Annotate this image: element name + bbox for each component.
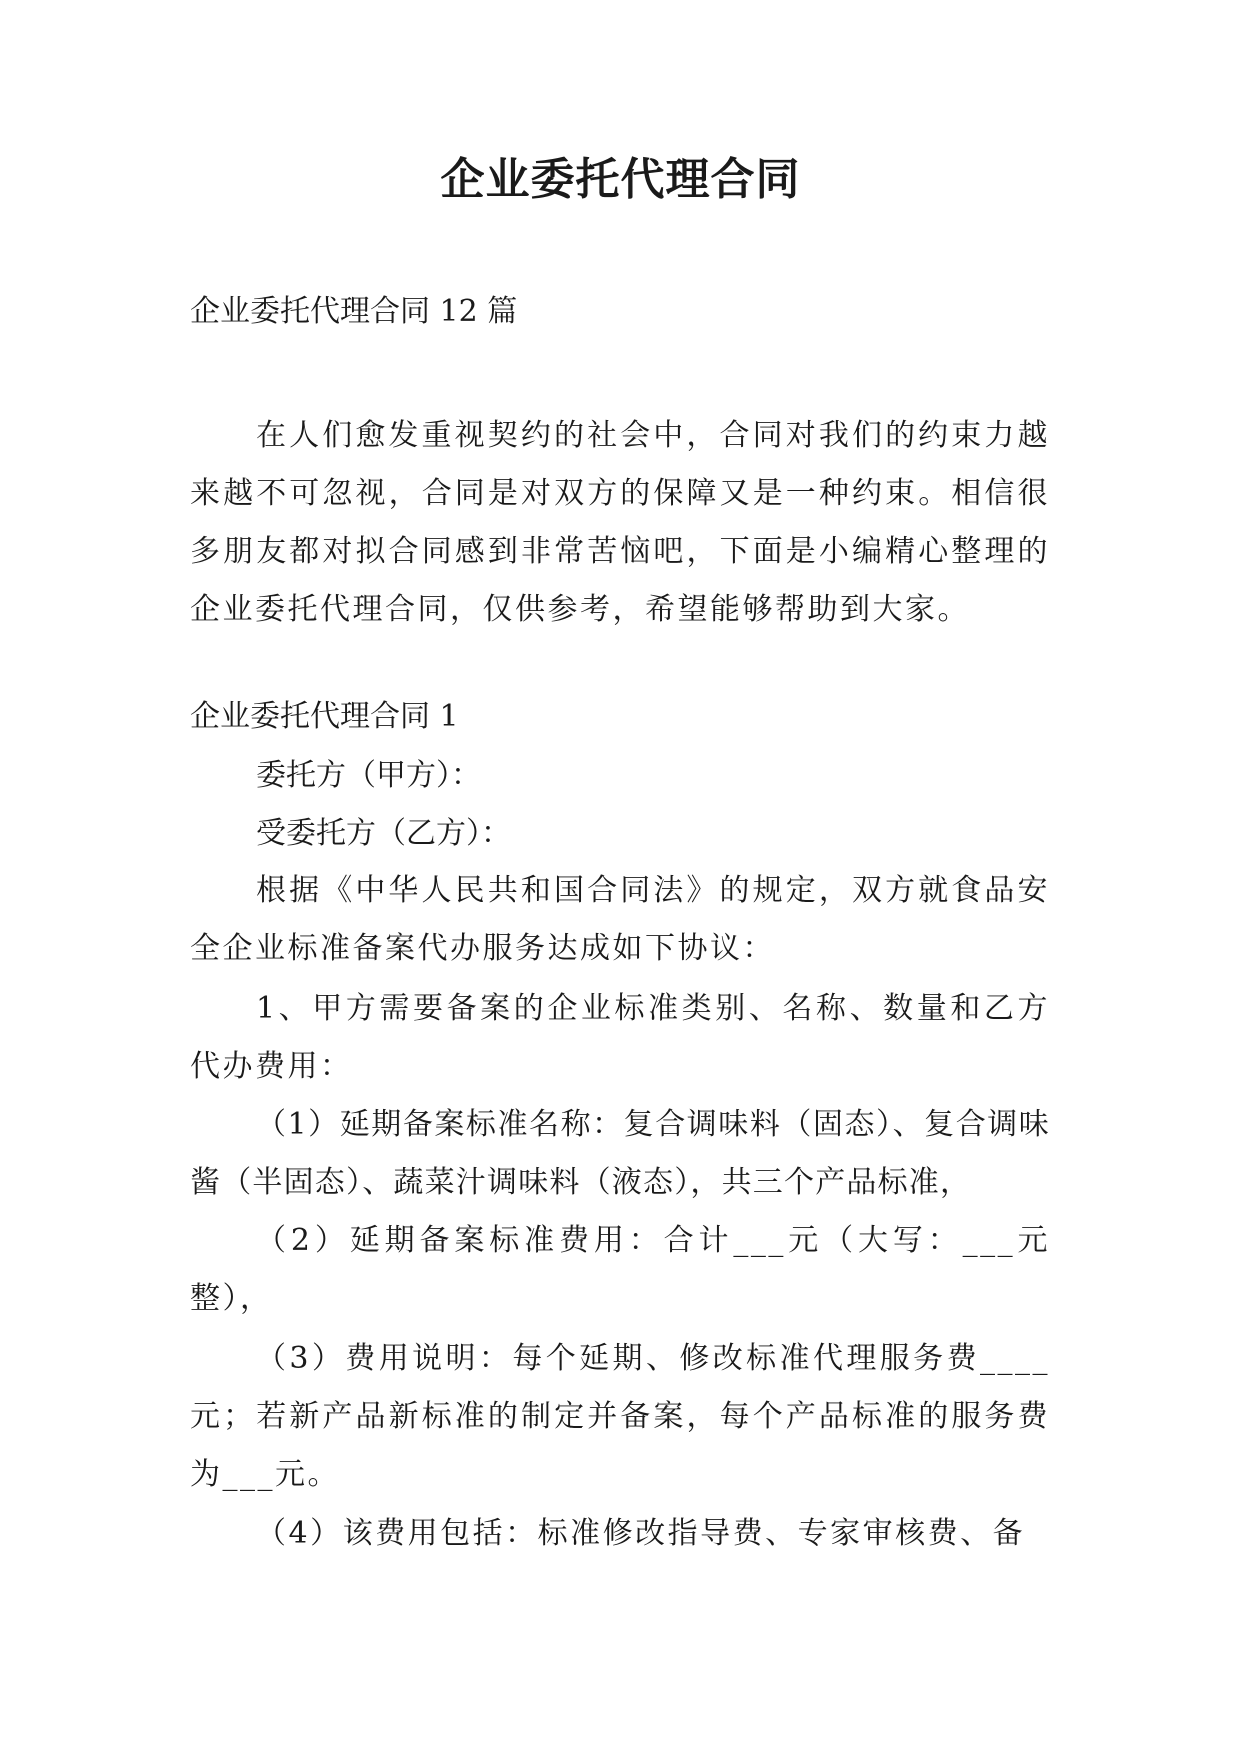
clause-1-sub-4: （4）该费用包括：标准修改指导费、专家审核费、备 [256,1516,1026,1551]
party-a-line: 委托方（甲方）： [256,758,481,793]
basis-paragraph: 根据《中华人民共和国合同法》的规定，双方就食品安全企业标准备案代办服务达成如下协议： [190,873,1050,966]
clause-1-sub-2: （2）延期备案标准费用：合计___元（大写：___元整）， [190,1223,1050,1316]
clause-1-sub-3: （3）费用说明：每个延期、修改标准代理服务费____元；若新产品新标准的制定并备案，每个产品标准的服务费为___元。 [190,1341,1050,1492]
document-title: 企业委托代理合同 [440,154,801,205]
clause-1-sub-1: （1）延期备案标准名称：复合调味料（固态）、复合调味酱（半固态）、蔬菜汁调味料（液态），共三个产品标准， [190,1107,1050,1200]
clause-1: 1、甲方需要备案的企业标准类别、名称、数量和乙方代办费用： [190,991,1050,1084]
document-subtitle: 企业委托代理合同 12 篇 [190,294,518,329]
party-b-line: 受委托方（乙方）： [256,816,511,851]
contract-heading: 企业委托代理合同 1 [190,699,459,734]
intro-paragraph: 在人们愈发重视契约的社会中，合同对我们的约束力越来越不可忽视，合同是对双方的保障又是一种约束。相信很多朋友都对拟合同感到非常苦恼吧，下面是小编精心整理的企业委托代理合同，仅供参考，希望能够帮助到大家。 [190,418,1050,627]
